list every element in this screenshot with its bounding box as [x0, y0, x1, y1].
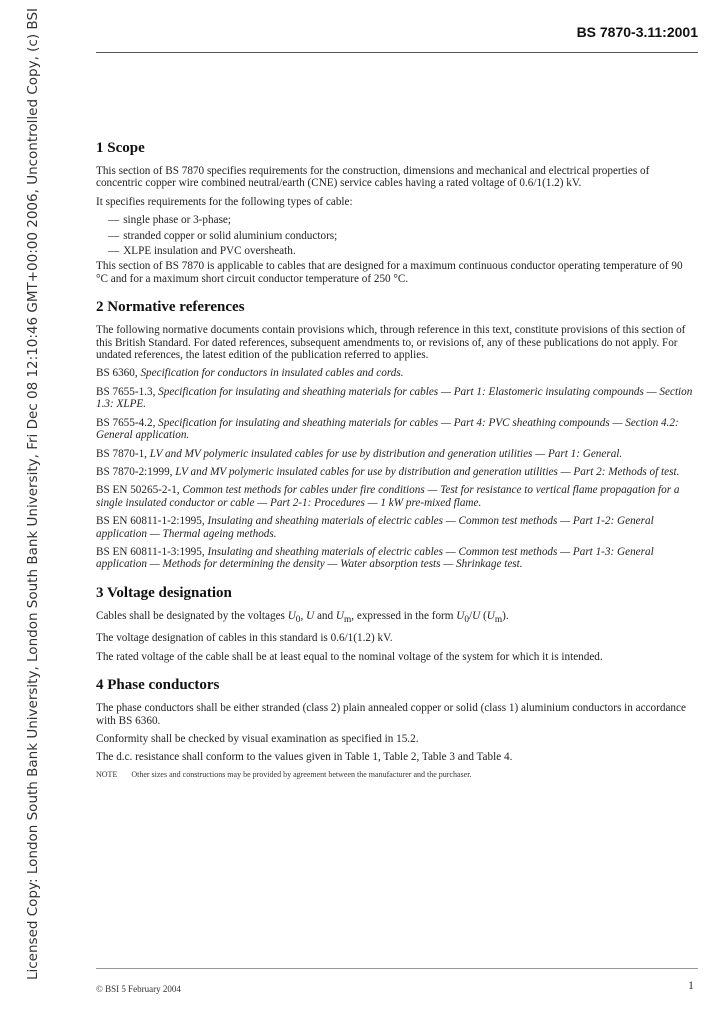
footer-rule	[96, 968, 698, 969]
phase-paragraph-2: Conformity shall be checked by visual examination as specified in 15.2.	[96, 733, 419, 746]
header-rule	[96, 52, 698, 53]
list-item: — stranded copper or solid aluminium conductors;	[108, 229, 338, 242]
voltage-paragraph-1: Cables shall be designated by the voltages $U_0$, U and $U_m$, expressed in the form $U_0/U$ $(U_m)$.	[96, 609, 509, 625]
scope-heading: 1 Scope	[96, 140, 145, 156]
page-content	[96, 140, 696, 786]
footer-copyright: © BSI 5 February 2004	[96, 984, 181, 994]
reference-item: BS 7655-4.2, Specification for insulating and sheathing materials for cables — Part 4: PVC sheathing compounds — Section 4.2: General application.	[96, 416, 679, 442]
normative-intro: The following normative documents contain provisions which, through reference in this text, constitute provisions of this section of this British Standard. For dated references, subsequent amendments to, or revisions of, any of these publications do not apply. For undated references, the latest edition of the publication referred to applies.	[96, 324, 686, 362]
scope-paragraph-3: This section of BS 7870 is applicable to cables that are designed for a maximum continuous conductor operating temperature of 90 °C and for a maximum short circuit conductor temperature of 250 °C.	[96, 260, 683, 285]
voltage-heading: 3 Voltage designation	[96, 584, 232, 601]
phase-paragraph-3: The d.c. resistance shall conform to the values given in Table 1, Table 2, Table 3 and Table 4.	[96, 751, 513, 764]
phase-paragraph-1: The phase conductors shall be either stranded (class 2) plain annealed copper or solid (class 1) aluminium conductors in accordance with BS 6360.	[96, 702, 686, 727]
list-item: — single phase or 3-phase;	[108, 214, 231, 227]
scope-paragraph-1: This section of BS 7870 specifies requirements for the construction, dimensions and mechanical and electrical properties of concentric copper wire combined neutral/earth (CNE) service cables having a rated voltage of 0.6/1(1.2) kV.	[96, 165, 650, 190]
reference-item: BS 7655-1.3, Specification for insulating and sheathing materials for cables — Part 1: Elastomeric insulating compounds — Section 1.3: XLPE.	[96, 385, 693, 411]
voltage-paragraph-2: The voltage designation of cables in this standard is 0.6/1(1.2) kV.	[96, 632, 393, 645]
reference-item: BS 7870-1, LV and MV polymeric insulated cables for use by distribution and generation utilities — Part 1: General.	[96, 447, 623, 460]
list-item: — XLPE insulation and PVC oversheath.	[108, 245, 296, 258]
reference-item: BS EN 60811-1-2:1995, Insulating and sheathing materials of electric cables — Common test methods — Part 1-2: General application — Thermal ageing methods.	[96, 515, 654, 540]
phase-heading: 4 Phase conductors	[96, 677, 220, 694]
reference-item: BS EN 50265-2-1, Common test methods for cables under fire conditions — Test for resistance to vertical flame propagation for a single insulated conductor or cable — Part 2-1: Procedures — 1 kW pre-mixed flame.	[96, 484, 680, 509]
voltage-paragraph-3: The rated voltage of the cable shall be at least equal to the nominal voltage of the system for which it is intended.	[96, 650, 603, 663]
page-number: 1	[688, 978, 694, 992]
reference-item: BS 6360, Specification for conductors in insulated cables and cords.	[96, 367, 404, 380]
licence-watermark: Licensed Copy: London South Bank University, London South Bank University, Fri Dec 08 12:10:46 GMT+00:00 2006, Uncontrolled Copy, (c) BSI	[25, 8, 41, 981]
reference-item: BS EN 60811-1-3:1995, Insulating and sheathing materials of electric cables — Common test methods — Part 1-3: General application — Methods for determining the density — Water absorption tests — Shrinkage test.	[96, 545, 654, 571]
phase-note: NOTE Other sizes and constructions may be provided by agreement between the manufacturer and the purchaser.	[96, 769, 472, 779]
reference-item: BS 7870-2:1999, LV and MV polymeric insulated cables for use by distribution and generation utilities — Part 2: Methods of test.	[96, 465, 680, 478]
scope-paragraph-2: It specifies requirements for the following types of cable:	[96, 195, 353, 208]
cable-types-list	[96, 214, 696, 257]
normative-heading: 2 Normative references	[96, 299, 245, 316]
document-id: BS 7870-3.11:2001	[576, 24, 698, 40]
